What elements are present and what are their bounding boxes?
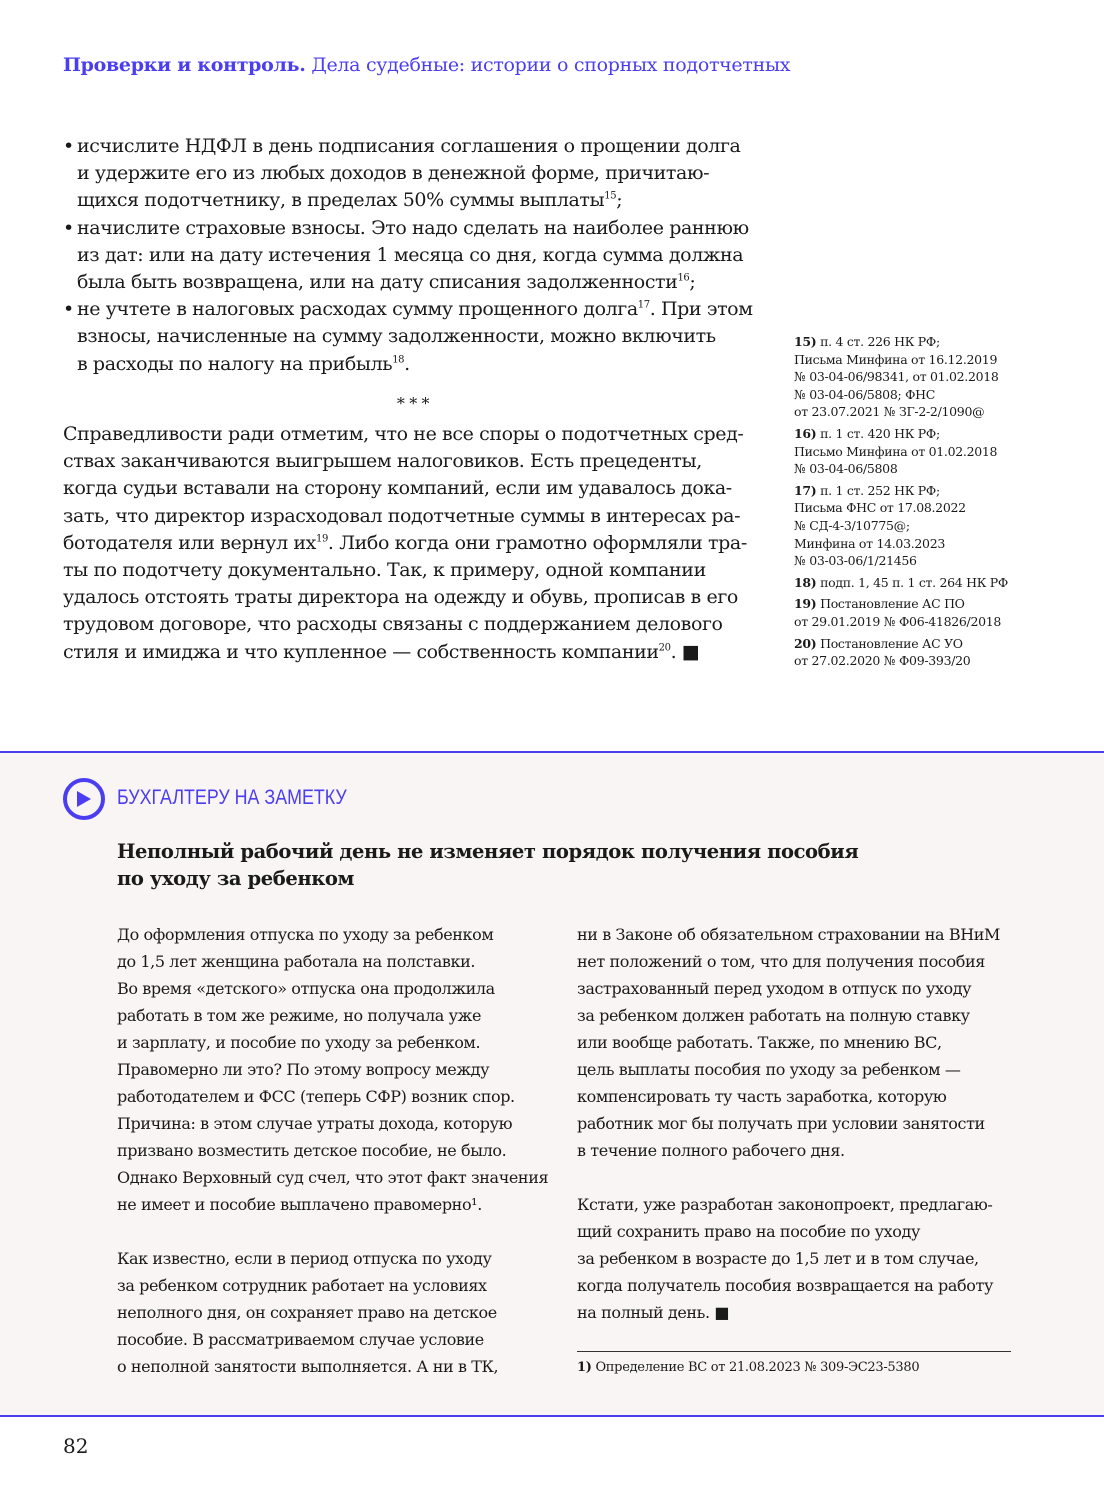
section-divider: * * * xyxy=(396,393,430,413)
footnote-ref[interactable]: 20 xyxy=(658,642,671,654)
footnote-item xyxy=(794,333,1054,421)
footnote-line xyxy=(794,460,1054,478)
text-line: не имеет и пособие выплачено правомерно¹. xyxy=(117,1195,482,1214)
text-line: исчислите НДФЛ в день подписания соглашения о прощении долга xyxy=(77,135,741,157)
footnote-line xyxy=(794,635,1054,653)
footnote-text: № 03-04-06/5808 xyxy=(794,461,898,477)
text-line: из дат: или на дату истечения 1 месяца со дня, когда сумма должна xyxy=(77,243,744,266)
footnote-ref[interactable]: 15 xyxy=(604,191,617,203)
text-line: в расходы по налогу на прибыль xyxy=(77,352,393,375)
paragraph xyxy=(577,1191,1000,1326)
bullet-item: • исчислите НДФЛ в день подписания соглашения о прощении долга и удержите его из любых доходов в денежной форме, причитаю- щихся подотчетнику, в пределах 50% суммы выплаты$^{15}$; xyxy=(63,133,743,215)
text-line: щий сохранить право на пособие по уходу xyxy=(577,1222,920,1241)
footnote-line xyxy=(794,403,1054,421)
footnote-text: п. 1 ст. 252 НК РФ; xyxy=(820,482,940,498)
footnote-number: 1) xyxy=(577,1360,592,1375)
text-line: ни в Законе об обязательном страховании на ВНиМ xyxy=(577,925,1000,944)
text: ; xyxy=(689,271,696,294)
text-line: зать, что директор израсходовал подотчетные суммы в интересах ра- xyxy=(63,504,741,527)
text-line: работник мог бы получать при условии занятости xyxy=(577,1114,985,1133)
text-line: работодателем и ФСС (теперь СФР) возник спор. xyxy=(117,1087,515,1106)
footnote-line xyxy=(794,333,1054,351)
footnote-line xyxy=(794,443,1054,461)
footnote-line xyxy=(794,517,1054,535)
footnote-text: Письма ФНС от 17.08.2022 xyxy=(794,500,966,516)
footnote-text: подп. 1, 45 п. 1 ст. 264 НК РФ xyxy=(820,574,1008,590)
text-line: за ребенком в возрасте до 1,5 лет и в том случае, xyxy=(577,1249,979,1268)
footnote-line xyxy=(794,386,1054,404)
article-title: Дела судебные: истории о спорных подотчетных xyxy=(311,54,791,76)
footnote-text: Письма Минфина от 16.12.2019 xyxy=(794,351,998,367)
play-icon xyxy=(63,778,105,820)
text-line: работать в том же режиме, но получала уже xyxy=(117,1006,482,1025)
footnote-text: № 03-04-06/98341, от 01.02.2018 xyxy=(794,369,999,385)
running-header xyxy=(63,54,790,76)
box-footnote xyxy=(577,1351,1011,1375)
text-line: Справедливости ради отметим, что не все споры о подотчетных сред- xyxy=(63,423,744,446)
footnote-line xyxy=(794,595,1054,613)
footnote-item xyxy=(794,425,1054,478)
footnote-text: п. 1 ст. 420 НК РФ; xyxy=(820,425,940,441)
footnote-text: Определение ВС от 21.08.2023 № 309-ЭС23-5380 xyxy=(595,1360,920,1375)
text-line: ствах заканчиваются выигрышем налоговиков. Есть прецеденты, xyxy=(63,450,702,473)
section-name: Проверки и контроль. xyxy=(63,54,306,76)
text-line: в течение полного рабочего дня. xyxy=(577,1141,845,1160)
box-column-left xyxy=(117,921,548,1407)
footnote-text: п. 4 ст. 226 НК РФ; xyxy=(820,334,940,349)
text-line: ты по подотчету документально. Так, к примеру, одной компании xyxy=(63,559,706,582)
box-label: БУХГАЛТЕРУ НА ЗАМЕТКУ xyxy=(117,786,347,809)
footnote-text: от 23.07.2021 № ЗГ-2-2/1090@ xyxy=(794,404,985,420)
text-line: когда судьи вставали на сторону компаний, если им удавалось дока- xyxy=(63,477,732,500)
footnote-line xyxy=(794,574,1054,592)
bullet-item: • не учтете в налоговых расходах сумму прощенного долга$^{17}$. При этом взносы, начисленные на сумму задолженности, можно включить в расходы по налогу на прибыль$^{18}$. xyxy=(63,298,753,375)
text-line: когда получатель пособия возвращается на работу xyxy=(577,1276,993,1295)
footnote-item xyxy=(794,635,1054,670)
text-line: трудовом договоре, что расходы связаны с поддержанием делового xyxy=(63,613,723,636)
text-line: и удержите его из любых доходов в денежной форме, причитаю- xyxy=(77,162,710,185)
footnote-number: 19) xyxy=(794,596,817,612)
text-line: о неполной занятости выполняется. А ни в ТК, xyxy=(117,1357,499,1376)
text-line: за ребенком сотрудник работает на условиях xyxy=(117,1276,487,1295)
text-line: До оформления отпуска по уходу за ребенком xyxy=(117,925,494,944)
text-line: взносы, начисленные на сумму задолженности, можно включить xyxy=(77,325,716,348)
text-line: до 1,5 лет женщина работала на полставки. xyxy=(117,952,476,971)
text-line: на полный день. ■ xyxy=(577,1303,730,1322)
footnote-ref[interactable]: 16 xyxy=(677,272,690,284)
footnote-line xyxy=(794,613,1054,631)
footnotes xyxy=(794,333,1054,674)
footnote-text: № СД-4-3/10775@; xyxy=(794,517,910,533)
page-number: 82 xyxy=(63,1434,89,1458)
text-line: застрахованный перед уходом в отпуск по уходу xyxy=(577,979,972,998)
footnote-text: от 29.01.2019 № Ф06-41826/2018 xyxy=(794,613,1002,629)
paragraph xyxy=(117,1245,548,1380)
text-line: Кстати, уже разработан законопроект, предлагаю- xyxy=(577,1195,993,1214)
text-line: Во время «детского» отпуска она продолжила xyxy=(117,979,495,998)
footnote-number: 20) xyxy=(794,635,817,651)
text-line: стиля и имиджа и что купленное — собственность компании xyxy=(63,640,659,663)
footnote-ref[interactable]: 17 xyxy=(637,299,650,311)
footnote-line xyxy=(794,499,1054,517)
footnote-text: № 03-04-06/5808; ФНС xyxy=(794,386,936,402)
box-column-right xyxy=(577,921,1000,1353)
text-line: нет положений о том, что для получения пособия xyxy=(577,952,985,971)
paragraph xyxy=(63,421,747,666)
text: . При этом xyxy=(649,298,753,321)
text: ; xyxy=(616,189,623,212)
footnote-item xyxy=(794,482,1054,570)
footnote-text: Письмо Минфина от 01.02.2018 xyxy=(794,443,998,459)
footnote-number: 16) xyxy=(794,425,817,441)
footnote-text: Минфина от 14.03.2023 xyxy=(794,535,946,551)
paragraph xyxy=(117,921,548,1218)
text-line: начислите страховые взносы. Это надо сделать на наиболее раннюю xyxy=(77,216,749,239)
text-line: удалось отстоять траты директора на одежду и обувь, прописав в его xyxy=(63,586,738,609)
text: . ■ xyxy=(670,640,700,663)
text-line: Правомерно ли это? По этому вопросу между xyxy=(117,1060,490,1079)
text-line: компенсировать ту часть заработка, которую xyxy=(577,1087,947,1106)
footnote-number: 18) xyxy=(794,574,817,590)
main-text xyxy=(63,133,753,666)
footnote-line xyxy=(794,652,1054,670)
footnote-line xyxy=(794,535,1054,553)
bullet-item: • начислите страховые взносы. Это надо сделать на наиболее раннюю из дат: или на дату истечения 1 месяца со дня, когда сумма должна была быть возвращена, или на дату списания задолженности$^{16}$; xyxy=(63,216,749,294)
footnote-line xyxy=(794,552,1054,570)
text: . xyxy=(404,352,410,375)
text: . Либо когда они грамотно оформляли тра- xyxy=(327,531,747,554)
footnote-ref[interactable]: 18 xyxy=(392,354,405,366)
text-line: за ребенком должен работать на полную ставку xyxy=(577,1006,970,1025)
text-line: Как известно, если в период отпуска по уходу xyxy=(117,1249,492,1268)
text-line: пособие. В рассматриваемом случае условие xyxy=(117,1330,484,1349)
footnote-text: № 03-03-06/1/21456 xyxy=(794,553,917,569)
text-line: цель выплаты пособия по уходу за ребенком — xyxy=(577,1060,961,1079)
footnote-number: 17) xyxy=(794,482,817,498)
footnote-line xyxy=(794,368,1054,386)
text-line: щихся подотчетнику, в пределах 50% суммы выплаты xyxy=(77,189,605,212)
text-line: или вообще работать. Также, по мнению ВС, xyxy=(577,1033,942,1052)
footnote-number: 15) xyxy=(794,334,817,349)
text-line: не учтете в налоговых расходах сумму прощенного долга xyxy=(77,298,638,321)
text-line: и зарплату, и пособие по уходу за ребенком. xyxy=(117,1033,481,1052)
box-title xyxy=(117,838,858,892)
text-line: была быть возвращена, или на дату списания задолженности xyxy=(77,271,678,294)
title-line: по уходу за ребенком xyxy=(117,867,355,890)
text-line: призвано возместить детское пособие, не было. xyxy=(117,1141,507,1160)
note-box xyxy=(0,751,1104,1417)
footnote-ref[interactable]: 19 xyxy=(315,533,328,545)
text-line: Причина: в этом случае утраты дохода, которую xyxy=(117,1114,513,1133)
footnote-line xyxy=(794,351,1054,369)
footnote-line xyxy=(794,425,1054,443)
text-line: неполного дня, он сохраняет право на детское xyxy=(117,1303,497,1322)
footnote-text: от 27.02.2020 № Ф09-393/20 xyxy=(794,653,971,669)
paragraph xyxy=(577,921,1000,1164)
footnote-text: Постановление АС ПО xyxy=(820,596,965,612)
text-line: Однако Верховный суд счел, что этот факт значения xyxy=(117,1168,549,1187)
footnote-item xyxy=(794,595,1054,630)
title-line: Неполный рабочий день не изменяет порядок получения пособия xyxy=(117,840,859,863)
footnote-text: Постановление АС УО xyxy=(820,635,963,651)
text-line: ботодателя или вернул их xyxy=(63,531,316,554)
footnote-line xyxy=(794,482,1054,500)
footnote-item xyxy=(794,574,1054,592)
